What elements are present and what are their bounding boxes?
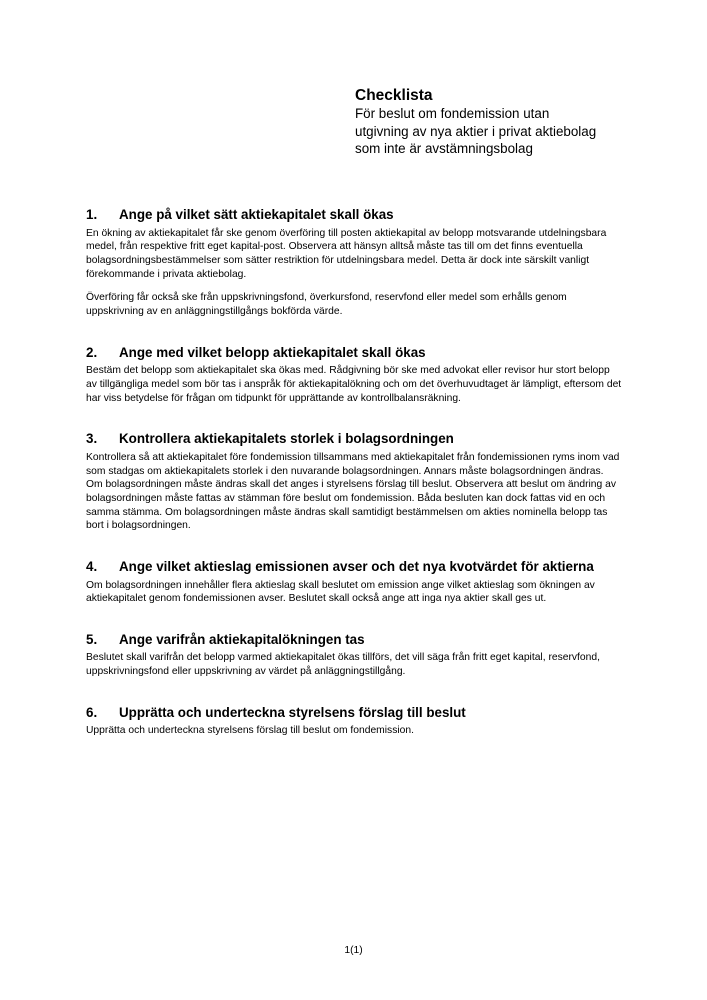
section-heading: [86, 632, 622, 649]
section-paragraph: Upprätta och underteckna styrelsens förslag till beslut om fondemission.: [86, 725, 414, 737]
section-paragraph: En ökning av aktiekapitalet får ske genom överföring till posten aktiekapital av belopp motsvarande utdelningsbara medel, från respektive fritt eget kapital-post. Observera att hänsyn alltså måste tas till om det finns eventuella bolagsordningsbestämmelser som sätter restriktion för utdelningsbara medel. Detta är dock inte särskilt vanligt förekommande i privata aktiebolag.: [86, 227, 607, 280]
page-number: 1(1): [344, 945, 363, 956]
subtitle-line: som inte är avstämningsbolag: [355, 141, 533, 156]
section-title: Kontrollera aktiekapitalets storlek i bolagsordningen: [119, 431, 454, 447]
section-heading: [86, 207, 622, 224]
section-number: 1.: [86, 207, 98, 222]
section-title: Ange vilket aktieslag emissionen avser och det nya kvotvärdet för aktierna: [119, 559, 594, 575]
section-4: [86, 559, 622, 606]
section-3: [86, 431, 622, 533]
section-paragraph: Kontrollera så att aktiekapitalet före fondemission tillsammans med aktiekapitalet från fondemissionen ryms inom vad som stadgas om aktiekapitalets storlek i den nuvarande bolagsordningen. Annars måste bolagsordningen ändras. Om bolagsordningen måste ändras skall det anges i styrelsens förslag till beslut. Observera att beslut om ändring av bolagsordningen måste fattas av stämman före beslut om fondemission. Båda besluten kan dock fattas vid en och samma stämma. Om bolagsordningen måste ändras skall samtidigt bestämmelsen om akties nominella belopp tas bort i bolagsordningen.: [86, 451, 620, 532]
section-heading: [86, 345, 622, 362]
section-number: 6.: [86, 704, 98, 720]
section-number: 5.: [86, 631, 98, 647]
subtitle-line: utgivning av nya aktier i privat aktiebolag: [355, 123, 597, 139]
title-block: [355, 87, 675, 158]
document-title: Checklista: [355, 87, 433, 104]
section-1: [86, 207, 622, 319]
section-heading: [86, 705, 622, 722]
section-paragraph: Beslutet skall varifrån det belopp varmed aktiekapitalet ökas tillförs, det vill säga från fritt eget kapital, reservfond, uppskrivningsfond eller uppskrivning av värdet på anläggningstillgång.: [86, 652, 600, 678]
checklist-sections: [86, 207, 622, 764]
section-number: 3.: [86, 431, 98, 447]
section-number: 2.: [86, 344, 98, 360]
section-heading: [86, 431, 622, 448]
section-heading: [86, 559, 622, 576]
subtitle-line: För beslut om fondemission utan: [355, 106, 550, 121]
section-paragraph: Överföring får också ske från uppskrivningsfond, överkursfond, reservfond eller medel som erhålls genom uppskrivning av en anläggningstillgångs bokförda värde.: [86, 292, 567, 318]
section-5: [86, 632, 622, 679]
section-title: Ange på vilket sätt aktiekapitalet skall ökas: [119, 207, 394, 222]
section-paragraph: Bestäm det belopp som aktiekapitalet ska ökas med. Rådgivning bör ske med advokat eller revisor hur stort belopp av tillgängliga medel som bör tas i anspråk för aktiekapitalökning och om det överhuvudtaget är lämpligt, eftersom det har viss betydelse för frågan om tidpunkt för upprättande av kontrollbalansräkning.: [86, 365, 622, 404]
section-6: [86, 705, 622, 738]
section-title: Ange varifrån aktiekapitalökningen tas: [119, 631, 365, 647]
section-2: [86, 345, 622, 406]
section-paragraph: Om bolagsordningen innehåller flera aktieslag skall beslutet om emission ange vilket aktieslag som ökningen av aktiekapitalet genom fondemissionen avser. Beslutet skall också ange att inga nya aktier skall ges ut.: [86, 579, 595, 605]
document-subtitle: [355, 105, 675, 158]
section-title: Upprätta och underteckna styrelsens förslag till beslut: [119, 704, 466, 720]
section-number: 4.: [86, 559, 98, 575]
section-title: Ange med vilket belopp aktiekapitalet skall ökas: [119, 344, 426, 360]
